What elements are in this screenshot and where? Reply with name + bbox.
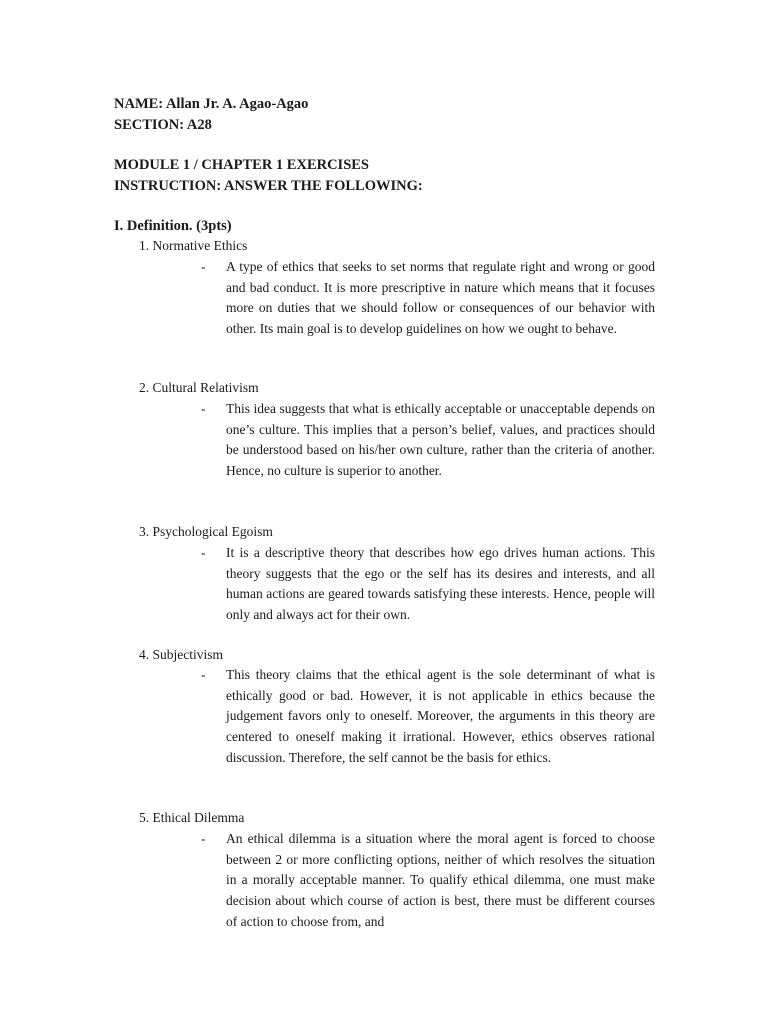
item-title-psychological-egoism: 3. Psychological Egoism xyxy=(139,524,273,539)
bullet-dash: - xyxy=(201,259,206,274)
instruction-line: INSTRUCTION: ANSWER THE FOLLOWING: xyxy=(114,178,423,194)
item-title-ethical-dilemma: 5. Ethical Dilemma xyxy=(139,810,245,825)
bullet-dash: - xyxy=(201,545,206,560)
definition-text: This theory claims that the ethical agent is the sole determinant of what is ethically good or bad. However, it is not applicable in ethics because the judgement favors only to oneself. Moreover, the arguments in this theory are centered to oneself making it irrational. However, ethics observes rational discussion. Therefore, the self cannot be the basis for ethics. xyxy=(226,667,655,765)
item-title-normative-ethics: 1. Normative Ethics xyxy=(139,238,248,253)
module-title: MODULE 1 / CHAPTER 1 EXERCISES xyxy=(114,157,369,173)
definition-text: It is a descriptive theory that describes how ego drives human actions. This theory suggests that the ego or the self has its desires and interests, and all human actions are geared towards satisfying these interests. Hence, people will only and always act for their own. xyxy=(226,545,655,623)
item-title-cultural-relativism: 2. Cultural Relativism xyxy=(139,380,259,395)
definition-text: A type of ethics that seeks to set norms that regulate right and wrong or good and bad conduct. It is more prescriptive in nature which means that it focuses more on duties that we should follow or consequences of our behavior with other. Its main goal is to develop guidelines on how we ought to behave. xyxy=(226,259,655,337)
definition-text: This idea suggests that what is ethically acceptable or unacceptable depends on one’s culture. This implies that a person’s belief, values, and practices should be understood based on his/her own culture, rather than the criteria of another. Hence, no culture is superior to another. xyxy=(226,401,655,479)
definition-text: An ethical dilemma is a situation where the moral agent is forced to choose between 2 or more conflicting options, neither of which resolves the situation in a morally acceptable manner. To qualify ethical dilemma, one must make decision about which course of action is best, there must be different courses of action to choose from, and xyxy=(226,831,655,929)
bullet-dash: - xyxy=(201,667,206,682)
part1-heading: I. Definition. (3pts) xyxy=(114,218,232,234)
student-section: SECTION: A28 xyxy=(114,117,212,133)
item-title-subjectivism: 4. Subjectivism xyxy=(139,647,223,662)
student-name: NAME: Allan Jr. A. Agao-Agao xyxy=(114,96,309,112)
bullet-dash: - xyxy=(201,831,206,846)
bullet-dash: - xyxy=(201,401,206,416)
